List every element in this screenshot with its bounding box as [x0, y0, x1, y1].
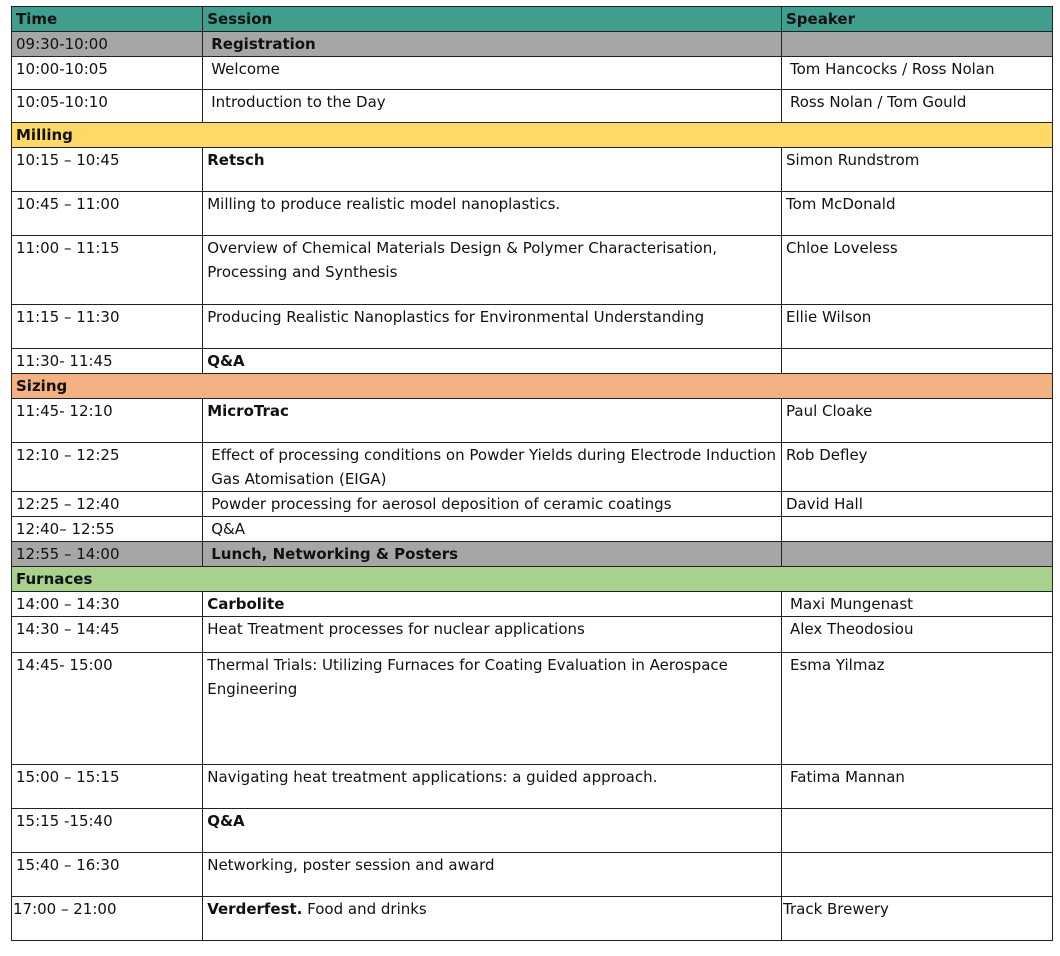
section-row-milling — [12, 123, 1053, 148]
table-row — [12, 32, 1053, 57]
session-cell: Powder processing for aerosol deposition of ceramic coatings — [203, 492, 782, 517]
session-cell: Milling to produce realistic model nanoplastics. — [203, 192, 782, 236]
speaker-cell: Tom Hancocks / Ross Nolan — [782, 57, 1053, 90]
session-cell: Effect of processing conditions on Powder Yields during Electrode Induction Gas Atomisation (EIGA) — [203, 443, 782, 492]
speaker-cell — [782, 542, 1053, 567]
table-row — [12, 517, 1053, 542]
speaker-cell: David Hall — [782, 492, 1053, 517]
session-cell: Navigating heat treatment applications: a guided approach. — [203, 765, 782, 809]
session-cell: Q&A — [203, 517, 782, 542]
speaker-cell — [782, 32, 1053, 57]
speaker-cell: Fatima Mannan — [782, 765, 1053, 809]
speaker-cell: Ellie Wilson — [782, 305, 1053, 349]
table-row — [12, 305, 1053, 349]
time-cell: 17:00 – 21:00 — [12, 897, 203, 941]
column-header-time: Time — [12, 7, 203, 32]
table-row — [12, 542, 1053, 567]
time-cell: 11:30- 11:45 — [12, 349, 203, 374]
table-row — [12, 765, 1053, 809]
section-label: Sizing — [12, 374, 1053, 399]
time-cell: 10:00-10:05 — [12, 57, 203, 90]
time-cell: 12:55 – 14:00 — [12, 542, 203, 567]
column-header-speaker: Speaker — [782, 7, 1053, 32]
session-text: Food and drinks — [302, 900, 427, 918]
table-row — [12, 653, 1053, 765]
table-row — [12, 809, 1053, 853]
agenda-table — [11, 6, 1053, 941]
speaker-cell: Rob Defley — [782, 443, 1053, 492]
table-row — [12, 399, 1053, 443]
speaker-cell: Alex Theodosiou — [782, 617, 1053, 653]
time-cell: 10:15 – 10:45 — [12, 148, 203, 192]
session-cell: MicroTrac — [203, 399, 782, 443]
speaker-cell: Ross Nolan / Tom Gould — [782, 90, 1053, 123]
table-row — [12, 853, 1053, 897]
time-cell: 10:45 – 11:00 — [12, 192, 203, 236]
session-cell: Carbolite — [203, 592, 782, 617]
table-row — [12, 349, 1053, 374]
table-row — [12, 492, 1053, 517]
session-cell: Thermal Trials: Utilizing Furnaces for Coating Evaluation in Aerospace Engineering — [203, 653, 782, 765]
time-cell: 14:45- 15:00 — [12, 653, 203, 765]
table-row — [12, 443, 1053, 492]
time-cell: 12:25 – 12:40 — [12, 492, 203, 517]
session-cell: Q&A — [203, 809, 782, 853]
section-row-furnaces — [12, 567, 1053, 592]
session-bold-text: Verderfest. — [207, 900, 303, 918]
time-cell: 11:15 – 11:30 — [12, 305, 203, 349]
session-cell: Producing Realistic Nanoplastics for Environmental Understanding — [203, 305, 782, 349]
table-row — [12, 148, 1053, 192]
session-cell — [203, 897, 782, 941]
time-cell: 14:00 – 14:30 — [12, 592, 203, 617]
section-label: Milling — [12, 123, 1053, 148]
table-row — [12, 192, 1053, 236]
time-cell: 12:10 – 12:25 — [12, 443, 203, 492]
speaker-cell — [782, 517, 1053, 542]
speaker-cell: Tom McDonald — [782, 192, 1053, 236]
session-cell: Heat Treatment processes for nuclear applications — [203, 617, 782, 653]
table-row — [12, 236, 1053, 305]
section-row-sizing — [12, 374, 1053, 399]
table-row — [12, 57, 1053, 90]
speaker-cell: Maxi Mungenast — [782, 592, 1053, 617]
session-cell: Welcome — [203, 57, 782, 90]
session-cell: Q&A — [203, 349, 782, 374]
session-cell: Registration — [203, 32, 782, 57]
session-cell: Overview of Chemical Materials Design & Polymer Characterisation, Processing and Synthesis — [203, 236, 782, 305]
time-cell: 12:40– 12:55 — [12, 517, 203, 542]
column-header-session: Session — [203, 7, 782, 32]
time-cell: 14:30 – 14:45 — [12, 617, 203, 653]
session-cell: Lunch, Networking & Posters — [203, 542, 782, 567]
speaker-cell: Paul Cloake — [782, 399, 1053, 443]
speaker-cell: Simon Rundstrom — [782, 148, 1053, 192]
time-cell: 15:00 – 15:15 — [12, 765, 203, 809]
speaker-cell — [782, 853, 1053, 897]
speaker-cell: Track Brewery — [782, 897, 1053, 941]
table-row — [12, 592, 1053, 617]
table-row — [12, 90, 1053, 123]
session-cell: Introduction to the Day — [203, 90, 782, 123]
section-label: Furnaces — [12, 567, 1053, 592]
speaker-cell: Esma Yilmaz — [782, 653, 1053, 765]
speaker-cell — [782, 349, 1053, 374]
table-row — [12, 897, 1053, 941]
speaker-cell: Chloe Loveless — [782, 236, 1053, 305]
time-cell: 15:15 -15:40 — [12, 809, 203, 853]
table-row — [12, 617, 1053, 653]
time-cell: 09:30-10:00 — [12, 32, 203, 57]
header-row — [12, 7, 1053, 32]
session-cell: Retsch — [203, 148, 782, 192]
time-cell: 11:00 – 11:15 — [12, 236, 203, 305]
time-cell: 10:05-10:10 — [12, 90, 203, 123]
time-cell: 11:45- 12:10 — [12, 399, 203, 443]
time-cell: 15:40 – 16:30 — [12, 853, 203, 897]
session-cell: Networking, poster session and award — [203, 853, 782, 897]
speaker-cell — [782, 809, 1053, 853]
